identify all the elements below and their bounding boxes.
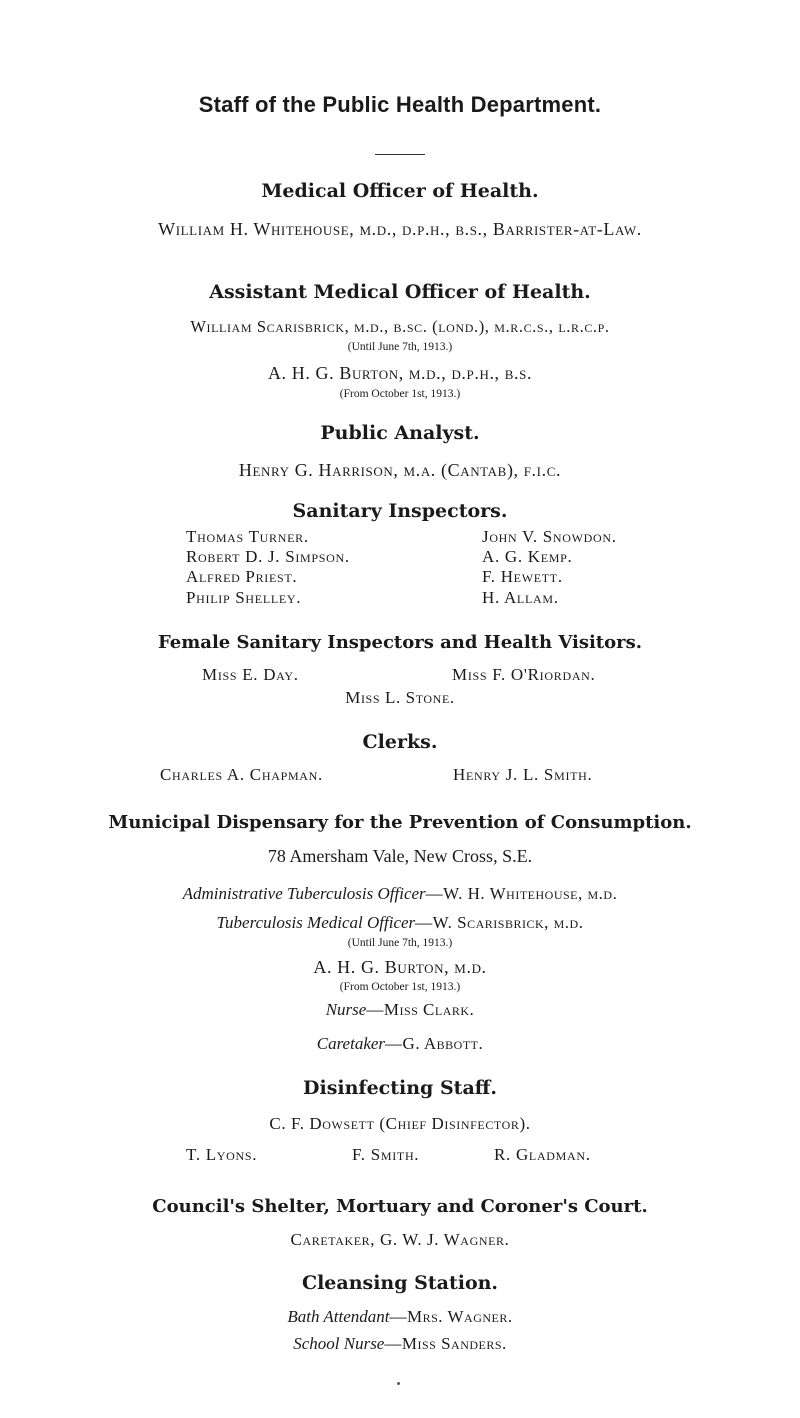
disinfecting-heading: Disinfecting Staff.	[303, 1077, 497, 1099]
female-inspector-2: Miss F. O'Riordan.	[452, 665, 596, 684]
school-nurse-role: School Nurse	[293, 1334, 385, 1353]
assistant-officer-name-1: William Scarisbrick, m.d., b.sc. (lond.), m.r.c.s., l.r.c.p.	[190, 317, 610, 336]
female-inspector-3: Miss L. Stone.	[345, 688, 455, 707]
caretaker-role: Caretaker	[316, 1034, 386, 1053]
page-mark	[397, 1382, 400, 1385]
clerks-heading: Clerks.	[362, 731, 438, 753]
tb-officer-role: Tuberculosis Medical Officer	[216, 913, 416, 932]
inspector-right-3: F. Hewett.	[482, 567, 563, 586]
inspector-right-1: John V. Snowdon.	[482, 527, 617, 546]
shelter-caretaker: Caretaker, G. W. J. Wagner.	[290, 1230, 510, 1249]
clerk-2: Henry J. L. Smith.	[453, 765, 593, 784]
clerk-1: Charles A. Chapman.	[160, 765, 323, 784]
nurse-role: Nurse	[325, 1000, 367, 1019]
inspector-left-4: Philip Shelley.	[186, 588, 302, 607]
admin-officer-line	[0, 884, 800, 904]
admin-officer-role: Administrative Tuberculosis Officer	[182, 884, 426, 903]
dispensary-heading: Municipal Dispensary for the Prevention of Consumption.	[108, 812, 692, 833]
school-nurse-name: —Miss Sanders.	[384, 1334, 507, 1353]
medical-officer-heading: Medical Officer of Health.	[261, 180, 539, 202]
public-analyst-heading: Public Analyst.	[320, 422, 480, 444]
female-inspectors-heading: Female Sanitary Inspectors and Health Visitors.	[157, 632, 643, 653]
shelter-heading: Council's Shelter, Mortuary and Coroner's Court.	[152, 1196, 648, 1217]
nurse-line	[0, 1000, 800, 1020]
nurse-name: —Miss Clark.	[366, 1000, 475, 1019]
assistant-officer-name-2: A. H. G. Burton, m.d., d.p.h., b.s.	[267, 363, 533, 383]
inspector-left-1: Thomas Turner.	[186, 527, 309, 546]
tb-officer-line	[0, 913, 800, 933]
dispensary-address: 78 Amersham Vale, New Cross, S.E.	[267, 846, 533, 866]
bath-attendant-name: —Mrs. Wagner.	[389, 1307, 513, 1326]
tb-officer-note: (Until June 7th, 1913.)	[347, 937, 453, 949]
female-inspector-1: Miss E. Day.	[202, 665, 299, 684]
page-title: Staff of the Public Health Department.	[198, 92, 602, 117]
school-nurse-line	[0, 1334, 800, 1354]
disinfector-1: T. Lyons.	[186, 1145, 258, 1164]
bath-attendant-line	[0, 1307, 800, 1327]
assistant-officer-note-2: (From October 1st, 1913.)	[339, 388, 461, 400]
caretaker-name: —G. Abbott.	[385, 1034, 484, 1053]
tb-officer-name: —W. Scarisbrick, m.d.	[415, 913, 584, 932]
tb-officer-note-2: (From October 1st, 1913.)	[339, 981, 461, 993]
title-divider	[375, 154, 425, 155]
chief-disinfector: C. F. Dowsett (Chief Disinfector).	[269, 1114, 531, 1133]
assistant-officer-note-1: (Until June 7th, 1913.)	[347, 341, 453, 353]
inspector-right-4: H. Allam.	[482, 588, 559, 607]
tb-officer-name-2: A. H. G. Burton, m.d.	[313, 957, 487, 977]
bath-attendant-role: Bath Attendant	[287, 1307, 390, 1326]
disinfector-3: R. Gladman.	[494, 1145, 591, 1164]
caretaker-line	[0, 1034, 800, 1054]
admin-officer-name: —W. H. Whitehouse, m.d.	[425, 884, 618, 903]
medical-officer-name: William H. Whitehouse, m.d., d.p.h., b.s., Barrister-at-Law.	[158, 219, 642, 239]
sanitary-inspectors-heading: Sanitary Inspectors.	[292, 500, 508, 522]
inspector-left-2: Robert D. J. Simpson.	[186, 547, 350, 566]
public-analyst-name: Henry G. Harrison, m.a. (Cantab), f.i.c.	[238, 460, 562, 480]
assistant-officer-heading: Assistant Medical Officer of Health.	[209, 281, 591, 303]
inspector-right-2: A. G. Kemp.	[482, 547, 573, 566]
disinfector-2: F. Smith.	[352, 1145, 420, 1164]
inspector-left-3: Alfred Priest.	[186, 567, 298, 586]
cleansing-heading: Cleansing Station.	[301, 1272, 499, 1294]
